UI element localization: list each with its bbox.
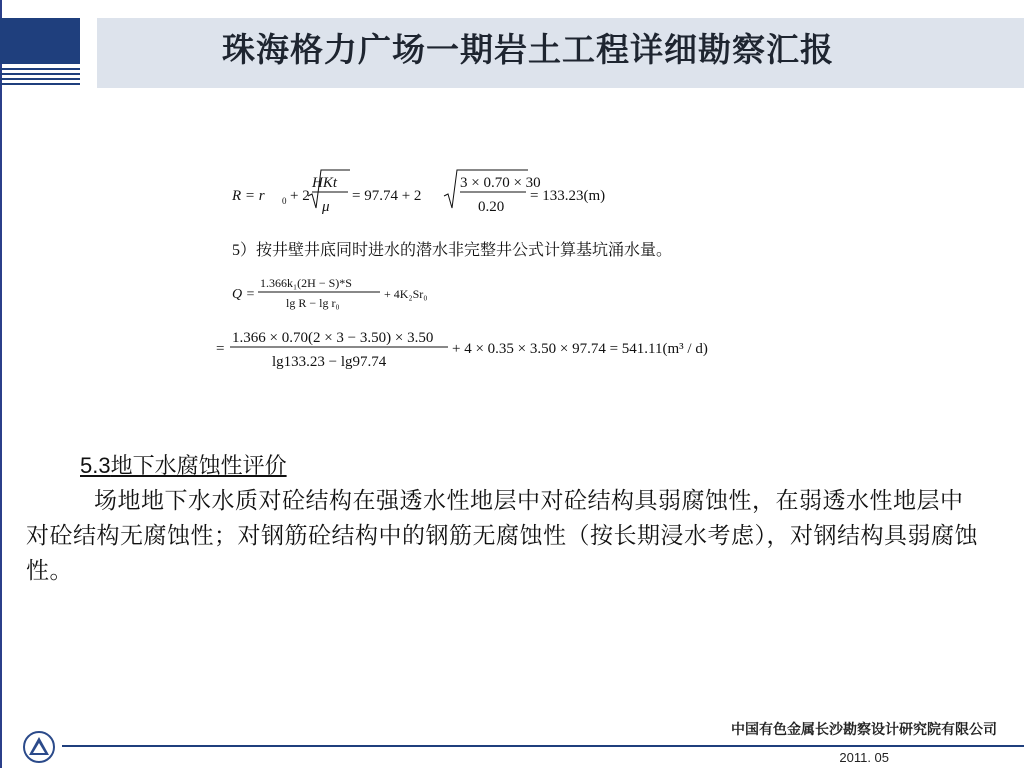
q-den: lg R − lg r₀ bbox=[286, 296, 340, 310]
r-frac2-num: 3 × 0.70 × 30 bbox=[460, 175, 541, 191]
r-frac-num: HKt bbox=[312, 175, 338, 191]
section-heading bbox=[80, 451, 287, 482]
slide-title: 珠海格力广场一期岩土工程详细勘察汇报 bbox=[222, 30, 834, 69]
svg-text:0: 0 bbox=[282, 196, 287, 206]
company-logo-icon bbox=[22, 730, 56, 764]
q-num: 1.366k₁(2H − S)*S bbox=[260, 276, 352, 290]
q2-tail: + 4 × 0.35 × 3.50 × 97.74 = 541.11(m³ / d) bbox=[452, 341, 708, 357]
q2-eq: = bbox=[216, 341, 225, 357]
logo-stripes bbox=[0, 18, 80, 88]
q-lhs: Q = bbox=[232, 287, 256, 302]
body-paragraph: 场地地下水水质对砼结构在强透水性地层中对砼结构具弱腐蚀性，在弱透水性地层中对砼结构无腐蚀性；对钢筋砼结构中的钢筋无腐蚀性（按长期浸水考虑），对钢结构具弱腐蚀性。 bbox=[26, 488, 978, 584]
step5-text: 5）按井壁井底同时进水的潜水非完整井公式计算基坑涌水量。 bbox=[232, 242, 673, 259]
section-heading-text: 地下水腐蚀性评价 bbox=[110, 454, 287, 479]
q2-den: lg133.23 − lg97.74 bbox=[272, 354, 387, 370]
section-number: 5.3 bbox=[80, 453, 111, 478]
r-frac-den: μ bbox=[322, 199, 330, 215]
r-result: = 133.23(m) bbox=[530, 188, 606, 204]
left-edge-stripe bbox=[0, 0, 2, 768]
r-mid: + 2 bbox=[290, 188, 310, 204]
r-prefix: R = r bbox=[232, 188, 265, 204]
company-name: 中国有色金属长沙勘察设计研究院有限公司 bbox=[731, 722, 997, 738]
formula-block bbox=[208, 160, 808, 380]
report-date: 2011. 05 bbox=[839, 750, 889, 765]
footer-line bbox=[62, 745, 1024, 747]
q2-num: 1.366 × 0.70(2 × 3 − 3.50) × 3.50 bbox=[232, 330, 434, 346]
r-eq1: = 97.74 + 2 bbox=[352, 188, 422, 204]
q-tail: + 4K₂Sr₀ bbox=[384, 287, 428, 301]
r-frac2-den: 0.20 bbox=[478, 199, 505, 215]
